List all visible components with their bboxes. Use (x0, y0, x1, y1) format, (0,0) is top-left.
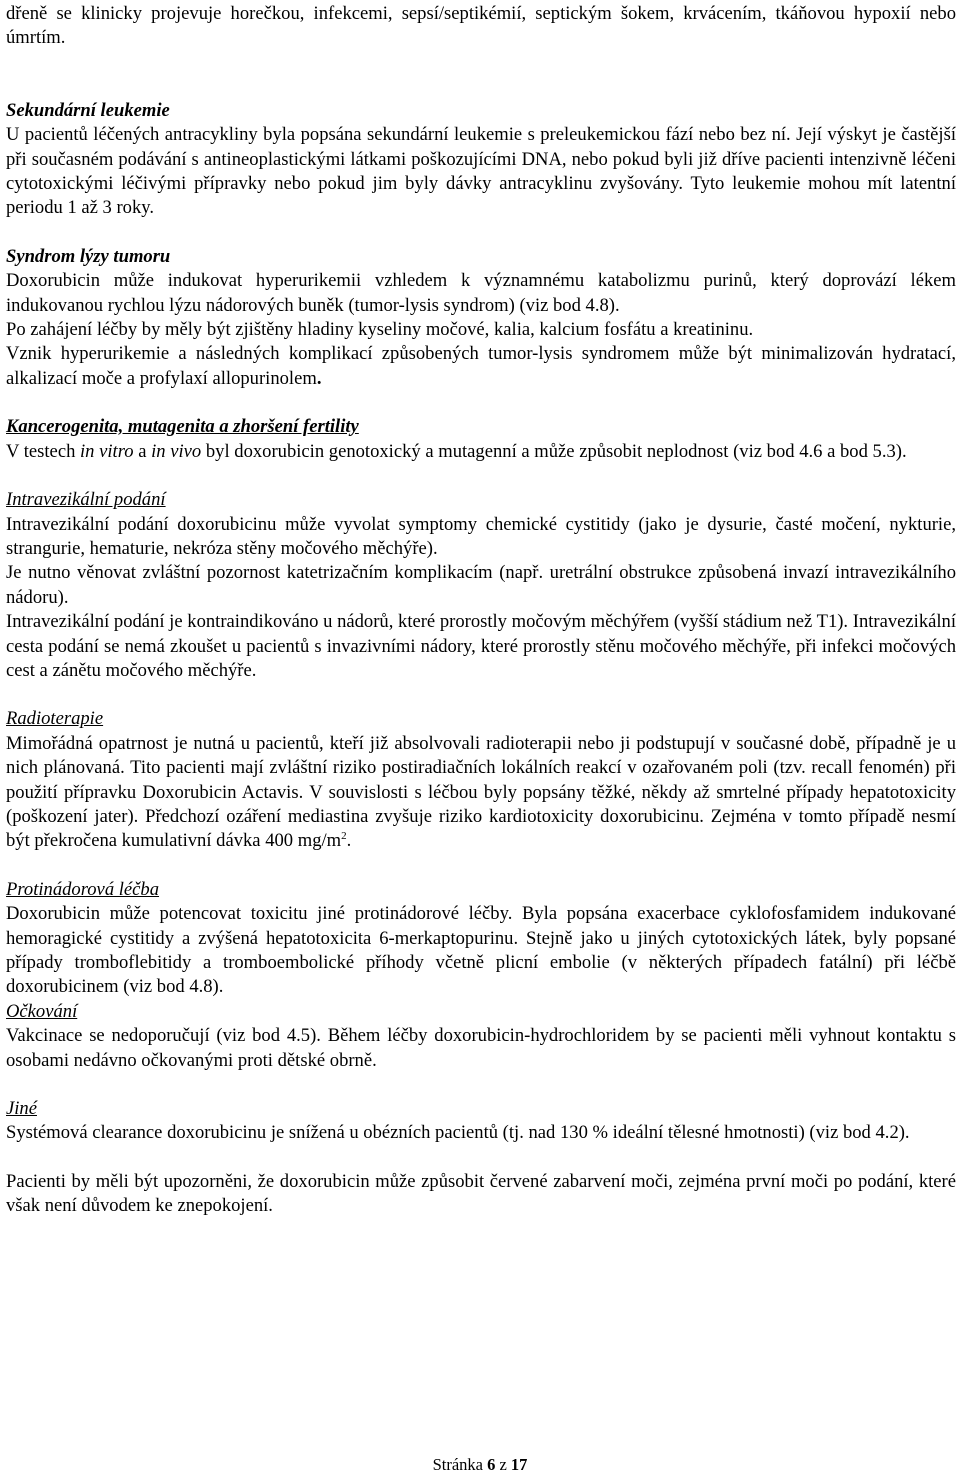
current-page-number: 6 (487, 1455, 496, 1474)
section-paragraph: Doxorubicin může potencovat toxicitu jiné protinádorové léčby. Byla popsána exacerbace cyklofosfamidem indukované hemoragické cystitidy a zvýšená hepatotoxicita 6-merkaptopurinu. Stejně jako u jiných cytotoxických látek, byly popsané případy tromboflebitidy a tromboembolické příhody včetně plicní embolie (v některých případech fatální) při léčbě doxorubicinem (viz bod 4.8). (6, 903, 956, 998)
section-secondary-leukemia (6, 99, 956, 221)
total-page-count: 17 (510, 1455, 528, 1474)
section-paragraph: U pacientů léčených antracykliny byla popsána sekundární leukemie s preleukemickou fází nebo bez ní. Její výskyt je častější při současném podávání s antineoplastickými látkami poškozujícími DNA, nebo pokud byli již dříve pacienti intenzivně léčeni cytotoxickými léčivými přípravky nebo pokud jim byly dávky antracyklinu zvyšovány. Tyto leukemie mohou mít latentní periodu 1 až 3 roky. (6, 124, 956, 219)
section-antitumor (6, 878, 956, 1000)
section-heading: Očkování (6, 1000, 78, 1022)
section-intravesical (6, 488, 956, 683)
section-paragraph: Systémová clearance doxorubicinu je snížená u obézních pacientů (tj. nad 130 % ideální tělesné hmotnosti) (viz bod 4.2). (6, 1122, 910, 1144)
section-paragraph: Po zahájení léčby by měly být zjištěny hladiny kyseliny močové, kalia, kalcium fosfátu a kreatininu. (6, 319, 754, 341)
section-heading: Kancerogenita, mutagenita a zhoršení fertility (6, 416, 359, 438)
section-heading: Protinádorová léčba (6, 878, 160, 900)
section-heading: Syndrom lýzy tumoru (6, 245, 171, 267)
intro-paragraph: dřeně se klinicky projevuje horečkou, infekcemi, sepsí/septikémií, septickým šokem, krvácením, tkáňovou hypoxií nebo úmrtím. (6, 3, 956, 49)
section-paragraph: Vznik hyperurikemie a následných komplikací způsobených tumor-lysis syndromem může být minimalizován hydratací, alkalizací moče a profylaxí allopurinolem. (6, 343, 956, 389)
section-paragraph: V testech in vitro a in vivo byl doxorubicin genotoxický a mutagenní a může způsobit neplodnost (viz bod 4.6 a bod 5.3). (6, 440, 907, 462)
section-heading: Intravezikální podání (6, 489, 166, 511)
section-radiotherapy (6, 707, 956, 853)
section-carcinogenicity (6, 415, 956, 464)
section-heading: Jiné (6, 1098, 37, 1120)
section-paragraph: Je nutno věnovat zvláštní pozornost katetrizačním komplikacím (např. uretrální obstrukce způsobená invazí intravezikálního nádoru). (6, 562, 956, 608)
section-heading: Sekundární leukemie (6, 99, 170, 121)
section-heading: Radioterapie (6, 708, 104, 730)
document-page (6, 2, 956, 1219)
section-paragraph: Vakcinace se nedoporučují (viz bod 4.5). Během léčby doxorubicin-hydrochloridem by se pacienti měli vyhnout kontaktu s osobami nedávno očkovanými proti dětské obrně. (6, 1025, 956, 1071)
section-paragraph: Mimořádná opatrnost je nutná u pacientů, kteří již absolvovali radioterapii nebo ji podstupují v současné době, případně je u nich plánovaná. Tito pacienti mají zvláštní riziko postiradiačních lokálních reakcí v ozařovaném poli (tzv. recall fenomén) při použití přípravku Doxorubicin Actavis. V souvislosti s léčbou byly popsány těžké, někdy až smrtelné případy hepatotoxicity (poškození jater). Předchozí ozáření mediastina zvyšuje riziko kardiotoxicity doxorubicinu. Zejména v tomto případě nesmí být překročena kumulativní dávka 400 $mg/m^2$. (6, 732, 956, 852)
section-paragraph: Intravezikální podání doxorubicinu může vyvolat symptomy chemické cystitidy (jako je dysurie, časté močení, nykturie, strangurie, hematurie, nekróza stěny močového měchýře). (6, 513, 956, 559)
page-footer: Stránka 6 z 17 (432, 1455, 528, 1474)
section-tumor-lysis (6, 245, 956, 391)
section-other (6, 1097, 956, 1146)
section-paragraph: Doxorubicin může indukovat hyperurikemii vzhledem k významnému katabolizmu purinů, který doprovází lékem indukovanou rychlou lýzu nádorových buněk (tumor-lysis syndrom) (viz bod 4.8). (6, 270, 956, 316)
urine-note-paragraph: Pacienti by měli být upozorněni, že doxorubicin může způsobit červené zabarvení moči, zejména první moči po podání, které však není důvodem ke znepokojení. (6, 1170, 956, 1217)
section-paragraph: Intravezikální podání je kontraindikováno u nádorů, které prorostly močovým měchýřem (vyšší stádium než T1). Intravezikální cesta podání se nemá zkoušet u pacientů s invazivními nádory, které prorostly stěnu močového měchýře, při infekci močových cest a zánětu močového měchýře. (6, 611, 956, 681)
section-vaccination (6, 1000, 956, 1073)
